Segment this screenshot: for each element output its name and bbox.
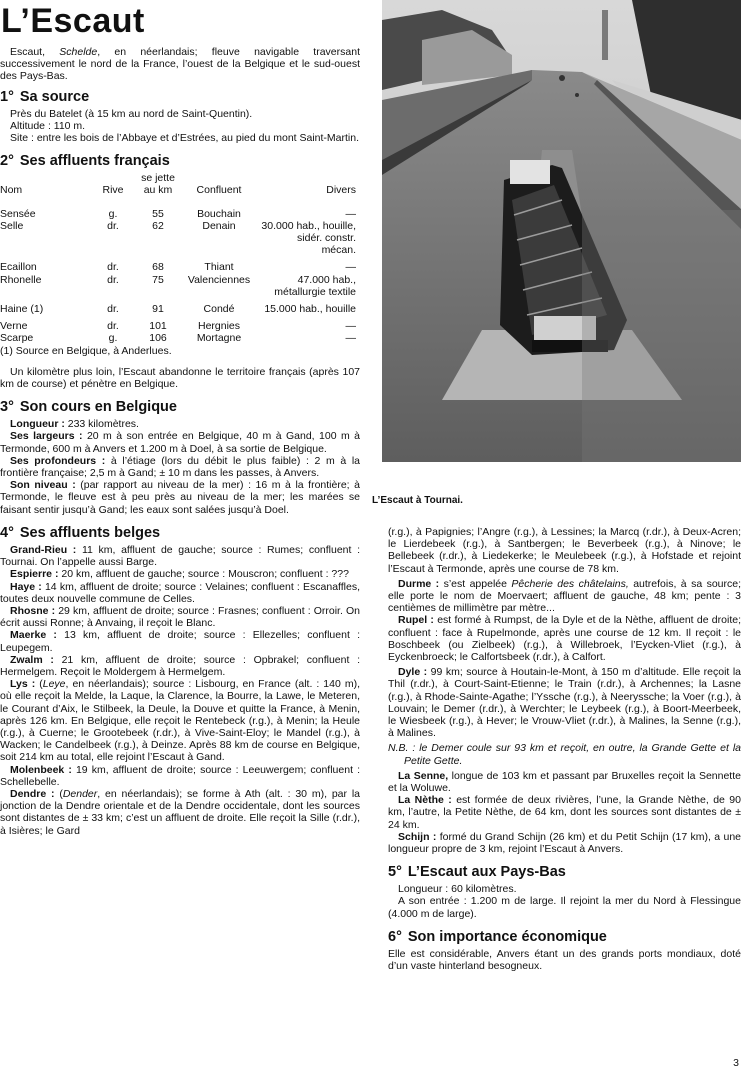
nota-bene: N.B. : le Demer coule sur 93 km et reçoit, en outre, la Grande Gette et la Petite Gette.	[388, 742, 741, 767]
term-label: Espierre :	[10, 568, 59, 581]
right-text	[388, 526, 741, 972]
term-text: 99 km; source à Houtain-le-Mont, à 150 m d’altitude. Elle reçoit la Thil (r.dr.), à Court-Saint-Etienne; le Train (r.dr.), à Archennes; la Lasne (r.g.), à Rhode-Sainte-Agathe; l’Yssche (r.g.), à Neeryssche; la Voer (r.g.), à Louvain; le Demer (r.dr.), à Werchter; le Leybeek (r.g.), à Boort-Meerbeek, le Wiesbeek (r.g.), à Hever; le Vrouw-Vliet (r.dr.), à Malines, la Senne (r.g.), à Malines.	[388, 666, 741, 740]
economic-paragraph: Elle est considérable, Anvers étant un des grands ports mondiaux, doté d’un vaste hinterland besogneux.	[388, 947, 741, 973]
cell-divers: —	[345, 332, 356, 345]
table-row	[0, 203, 356, 220]
term-label: Ses profondeurs :	[10, 454, 106, 467]
intro-emphasis: Schelde	[59, 46, 98, 58]
cell-divers: —	[345, 320, 356, 333]
term-label: La Nèthe :	[398, 794, 452, 807]
term-text: 21 km, affluent de droite; source : Opbrakel; confluent : Hermelgem. Reçoit le Moldergem à Hermelgem.	[0, 653, 361, 678]
header-confluent: Confluent	[196, 184, 242, 197]
tributary-entry	[0, 544, 360, 568]
tributary-entry	[0, 568, 360, 580]
right-column	[372, 0, 741, 973]
tributary-entry	[0, 605, 360, 629]
french-tributaries-table	[0, 172, 356, 344]
term-text: est formée de deux rivières, l’une, la Grande Nèthe, de 90 km, l’autre, la Petite Nèthe, de 64 km, dont les sources sont distantes de ± 24 km.	[388, 794, 741, 831]
cell-nom: Haine (1)	[0, 303, 44, 316]
cell-rive: dr.	[107, 261, 119, 274]
table-row	[0, 298, 356, 315]
tributary-entry	[0, 581, 360, 605]
tournai-barge-photo	[382, 0, 741, 462]
tributary-entry	[0, 654, 360, 678]
table-row	[0, 274, 356, 298]
header-nom: Nom	[0, 184, 23, 197]
term-text: (par rapport au niveau de la mer) : 16 m à la frontière; à Termonde, le fleuve est à peu près au niveau de la mer; les marées se faisant sentir jusqu’à Gand; les eaux sont salées jusqu’à Doel.	[0, 479, 360, 516]
term-text: 13 km, affluent de droite; source : Ellezelles; confluent : Leupegem.	[0, 629, 360, 654]
belgium-widths	[0, 430, 360, 454]
cell-km: 106	[149, 332, 167, 345]
section-number: 6°	[388, 928, 402, 945]
section-5-heading	[388, 864, 741, 881]
term-label: Rhosne :	[10, 604, 56, 617]
netherlands-length: Longueur : 60 kilomètres.	[398, 883, 517, 896]
intro-text-rest: , en néerlandais; fleuve navigable traversant successivement le nord de la France, l’ouest de la Belgique et le sud-ouest des Pays-Bas.	[0, 46, 360, 83]
section-title: Son cours en Belgique	[19, 399, 177, 416]
section-title: Ses affluents belges	[19, 524, 161, 541]
term-label: Durme :	[398, 577, 440, 590]
source-site: Site : entre les bois de l’Abbaye et d’Estrées, au pied du mont Saint-Martin.	[10, 132, 360, 145]
tributary-entry	[0, 764, 360, 788]
netherlands-width: A son entrée : 1.200 m de large. Il rejoint la mer du Nord à Flessingue (4.000 m de large).	[388, 895, 741, 920]
header-divers: Divers	[326, 184, 356, 197]
cell-nom: Selle	[0, 219, 24, 232]
term-label: Haye :	[10, 580, 42, 593]
cell-confluent: Bouchain	[197, 207, 241, 220]
table-row	[0, 256, 356, 273]
term-label: Son niveau :	[10, 479, 76, 492]
cell-divers: 30.000 hab., houille, sidér. constr. mécan.	[261, 219, 356, 257]
term-emphasis: Leye	[42, 678, 66, 691]
term-label: Lys :	[10, 678, 36, 691]
term-label: Dendre :	[10, 787, 55, 800]
term-label: La Senne,	[398, 769, 449, 782]
tributary-entry-dyle	[388, 666, 741, 739]
cell-km: 62	[152, 219, 164, 232]
term-label: Ses largeurs :	[10, 430, 83, 443]
cell-nom: Rhonelle	[0, 273, 42, 286]
cell-divers: 47.000 hab., métallurgie textile	[274, 273, 356, 298]
term-text: longue de 103 km et passant par Bruxelles reçoit la Sennette et la Woluwe.	[388, 769, 741, 795]
term-text-rest: autrefois, à sa source; elle porte le nom de Moervaert; affluent de gauche, 48 km; pente : 3 centièmes de millimètre par mètre...	[388, 577, 741, 615]
belgium-depths	[0, 455, 360, 479]
term-text: 29 km, affluent de droite; source : Frasnes; confluent : Orroir. On écrit aussi Ronne; à Anvaing, il reçoit le Blanc.	[0, 604, 360, 630]
page-title: L’Escaut	[1, 2, 145, 40]
tributary-entry-lys	[0, 678, 360, 763]
term-text: 14 km, affluent de droite; source : Velaines; confluent : Escanaffles, toutes deux nouvelle commune de Celles.	[0, 580, 361, 605]
cell-nom: Sensée	[0, 207, 36, 220]
term-text: 233 kilomètres.	[67, 418, 139, 431]
section-title: Ses affluents français	[19, 153, 170, 170]
term-label: Zwalm :	[10, 653, 54, 666]
belgium-level	[0, 479, 360, 516]
section-1-heading	[0, 89, 360, 106]
intro-paragraph	[0, 46, 360, 83]
section-2-heading	[0, 153, 360, 170]
term-label: Molenbeek :	[10, 763, 72, 776]
cell-rive: dr.	[107, 219, 119, 232]
term-text: 11 km, affluent de gauche; source : Rumes; confluent : Tournai. On l’appelle aussi Barge.	[0, 543, 360, 569]
cell-nom: Scarpe	[0, 332, 34, 345]
term-text: 20 km, affluent de gauche; source : Mouscron; confluent : ???	[61, 568, 349, 581]
cell-divers: 15.000 hab., houille	[264, 303, 356, 316]
source-location: Près du Batelet (à 15 km au nord de Saint-Quentin).	[10, 107, 253, 120]
term-text: à l’étiage (lors du débit le plus faible) : 2 m à la frontière française; 2,5 m à Gand; ± 10 m dans les passes, à Anvers.	[0, 454, 360, 480]
cell-confluent: Thiant	[204, 261, 234, 274]
header-rive: Rive	[102, 184, 124, 197]
section-number: 5°	[388, 864, 402, 881]
header-km: se jette au km	[141, 172, 175, 197]
cell-rive: g.	[108, 332, 118, 345]
tributary-entry-senne	[388, 770, 741, 794]
photo-caption: L’Escaut à Tournai.	[372, 495, 463, 506]
term-paren: (	[59, 787, 63, 800]
cell-divers: —	[345, 207, 356, 220]
term-label: Longueur :	[10, 418, 65, 431]
border-paragraph: Un kilomètre plus loin, l’Escaut abandonne le territoire français (après 107 km de course) et pénètre en Belgique.	[0, 365, 360, 391]
cell-confluent: Mortagne	[196, 332, 242, 345]
term-text: 20 m à son entrée en Belgique, 40 m à Gand, 100 m à Termonde, 600 m à Anvers et 1.200 m à Doel, à sa sortie de Belgique.	[0, 430, 361, 455]
table-row	[0, 332, 356, 344]
cell-confluent: Condé	[203, 303, 235, 316]
section-title: L’Escaut aux Pays-Bas	[407, 864, 566, 881]
table-row	[0, 220, 356, 257]
section-number: 3°	[0, 399, 14, 416]
term-emphasis: Dender	[62, 787, 98, 800]
term-text: , en néerlandais); se forme à Ath (alt. : 30 m), par la jonction de la Dendre orientale et de la Dendre occidentale, dont les sources sont distantes de ± 33 km; c’est un affluent de droite. Elle reçoit la Sille (r.dr.), à Isières; le Gard	[0, 787, 360, 837]
term-label: Maerke :	[10, 629, 57, 642]
section-title: Son importance économique	[407, 928, 607, 945]
cell-divers: —	[345, 261, 356, 274]
section-number: 2°	[0, 153, 14, 170]
cell-rive: dr.	[107, 303, 119, 316]
term-label: Rupel :	[398, 614, 434, 627]
cell-rive: g.	[108, 207, 118, 220]
tributary-entry-durme	[388, 578, 741, 615]
cell-confluent: Denain	[202, 219, 236, 232]
section-title: Sa source	[19, 88, 90, 105]
intro-text: Escaut,	[10, 46, 60, 58]
belgium-length	[0, 418, 360, 430]
left-column	[0, 0, 360, 837]
tributary-entry-nethe	[388, 794, 741, 831]
cell-confluent: Hergnies	[197, 320, 241, 333]
cell-km: 68	[152, 261, 164, 274]
cell-km: 55	[152, 207, 164, 220]
tributary-entry-schijn	[388, 831, 741, 855]
tributary-entry-rupel	[388, 614, 741, 663]
term-text: formé du Grand Schijn (26 km) et du Petit Schijn (17 km), a une longueur propre de 3 km, rejoint l’Escaut à Anvers.	[388, 830, 741, 856]
cell-km: 75	[152, 273, 164, 286]
table-header-row	[0, 172, 356, 202]
term-text: , en néerlandais); source : Lisbourg, en France (alt. : 140 m), où elle reçoit la Melde, la Laque, la Clarence, la Bourre, la Lawe, le Meteren, le Courant d’Aix, le Stilbeek, la Deule, la Douve et quitte la France, à Menin, après 126 km. En Belgique, elle reçoit le Rentebeck (r.g.), à Menin; la Heule (r.g.), à Cuerne; le Grootebeek (r.dr.), à Vive-Saint-Eloy; le Mandel (r.g.), à Wacken; le Candelbeek (r.g.), à Deinze. Après 88 km de course en Belgique, soit 214 km au total, elle rejoint l’Escaut à Gand.	[0, 678, 360, 764]
term-paren: (	[39, 678, 43, 691]
cell-rive: dr.	[107, 320, 119, 333]
term-emphasis: Pêcherie des châtelains,	[511, 577, 629, 590]
cell-nom: Ecaillon	[0, 261, 37, 274]
table-row	[0, 315, 356, 332]
tributary-entry-dendre	[0, 788, 360, 837]
tributary-entry	[0, 629, 360, 653]
section-4-heading	[0, 525, 360, 542]
term-text: s’est appelée	[443, 577, 512, 590]
section-6-heading	[388, 929, 741, 946]
cell-confluent: Valenciennes	[187, 273, 251, 286]
table-footnote: (1) Source en Belgique, à Anderlues.	[0, 344, 172, 357]
dendre-continuation: (r.g.), à Papignies; l’Angre (r.g.), à Lessines; la Marcq (r.dr.), à Deux-Acren; le Lierdebeek (r.g.), à Santbergen; le Beverbeek (r.g.), à Ninove; le Bellebeek (r.dr.), à Liedekerke; le Meulebeek (r.g.), à Hofstade et rejoint l’Escaut à Termonde, après une course de 78 km.	[388, 526, 741, 575]
source-altitude: Altitude : 110 m.	[10, 119, 86, 132]
cell-km: 91	[152, 303, 164, 316]
cell-rive: dr.	[107, 273, 119, 286]
section-number: 4°	[0, 524, 14, 541]
term-label: Dyle :	[398, 666, 428, 679]
term-text: est formé à Rumpst, de la Dyle et de la Nèthe, affluent de droite; confluent : face à Rupelmonde, après une course de 12 km. Il reçoit : le Boschbeek (ou Zielbeek) (r.g.), à Willebroek, l’Eycken-Vliet (r.g.), à Eyckenbroeck; le Calfortsbeek (r.dr.), à Calfort.	[388, 614, 741, 664]
term-text: 19 km, affluent de droite; source : Leeuwergem; confluent : Schellebelle.	[0, 763, 360, 788]
cell-km: 101	[149, 320, 167, 333]
term-label: Schijn :	[398, 830, 437, 843]
cell-nom: Verne	[0, 320, 28, 333]
section-number: 1°	[0, 88, 14, 105]
page-number: 3	[733, 1057, 739, 1069]
term-label: Grand-Rieu :	[10, 543, 77, 556]
section-3-heading	[0, 399, 360, 416]
